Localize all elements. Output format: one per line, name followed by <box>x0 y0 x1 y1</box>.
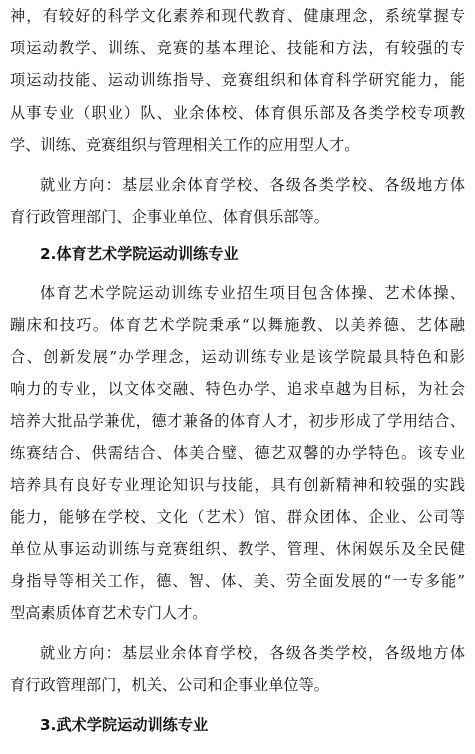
paragraph-2-line-2: 育行政管理部门、企事业单位、体育俱乐部等。 <box>10 208 329 226</box>
paragraph-1-line-4: 从事专业（职业）队、业余体校、体育俱乐部及各类学校专项教 <box>10 104 465 122</box>
paragraph-3-line-5: 培养大批品学兼优，德才兼备的体育人才，初步形成了学用结合、 <box>10 412 465 430</box>
paragraph-1-line-2: 项运动教学、训练、竞赛的基本理论、技能和方法，有较强的专 <box>10 39 465 57</box>
paragraph-4-line-1: 就业方向：基层业余体育学校，各级各类学校，各级地方体 <box>40 644 465 662</box>
paragraph-3-line-9: 单位从事运动训练与竞赛组织、教学、管理、休闲娱乐及全民健 <box>10 540 465 558</box>
paragraph-3-line-10: 身指导等相关工作，德、智、体、美、劳全面发展的“一专多能” <box>10 572 465 590</box>
paragraph-3-line-3: 合、创新发展”办学理念，运动训练专业是该学院最具特色和影 <box>10 348 465 366</box>
paragraph-4-line-2: 育行政管理部门，机关、公司和企事业单位等。 <box>10 676 329 694</box>
paragraph-1-line-1: 神，有较好的科学文化素养和现代教育、健康理念，系统掌握专 <box>10 7 465 25</box>
paragraph-3-line-11: 型高素质体育艺术专门人才。 <box>10 604 208 622</box>
paragraph-3-line-8: 能力，能够在学校、文化（艺术）馆、群众团体、企业、公司等 <box>10 508 465 526</box>
paragraph-1-line-5: 学、训练、竞赛组织与管理相关工作的应用型人才。 <box>10 136 360 154</box>
paragraph-1-line-3: 项运动技能、运动训练指导、竞赛组织和体育科学研究能力，能 <box>10 71 465 89</box>
section-heading-2: 2.体育艺术学院运动训练专业 <box>40 245 239 263</box>
paragraph-3-line-4: 响力的专业，以文体交融、特色办学、追求卓越为目标，为社会 <box>10 380 465 398</box>
paragraph-3-line-6: 练赛结合、供需结合、体美合璧、德艺双馨的办学特色。该专业 <box>10 444 465 462</box>
paragraph-3-line-2: 蹦床和技巧。体育艺术学院秉承“以舞施教、以美养德、艺体融 <box>10 316 465 334</box>
section-heading-3: 3.武术学院运动训练专业 <box>40 716 209 734</box>
paragraph-3-line-1: 体育艺术学院运动训练专业招生项目包含体操、艺术体操、 <box>40 284 465 302</box>
paragraph-2-line-1: 就业方向：基层业余体育学校、各级各类学校、各级地方体 <box>40 176 465 194</box>
paragraph-3-line-7: 培养具有良好专业理论知识与技能，具有创新精神和较强的实践 <box>10 476 465 494</box>
